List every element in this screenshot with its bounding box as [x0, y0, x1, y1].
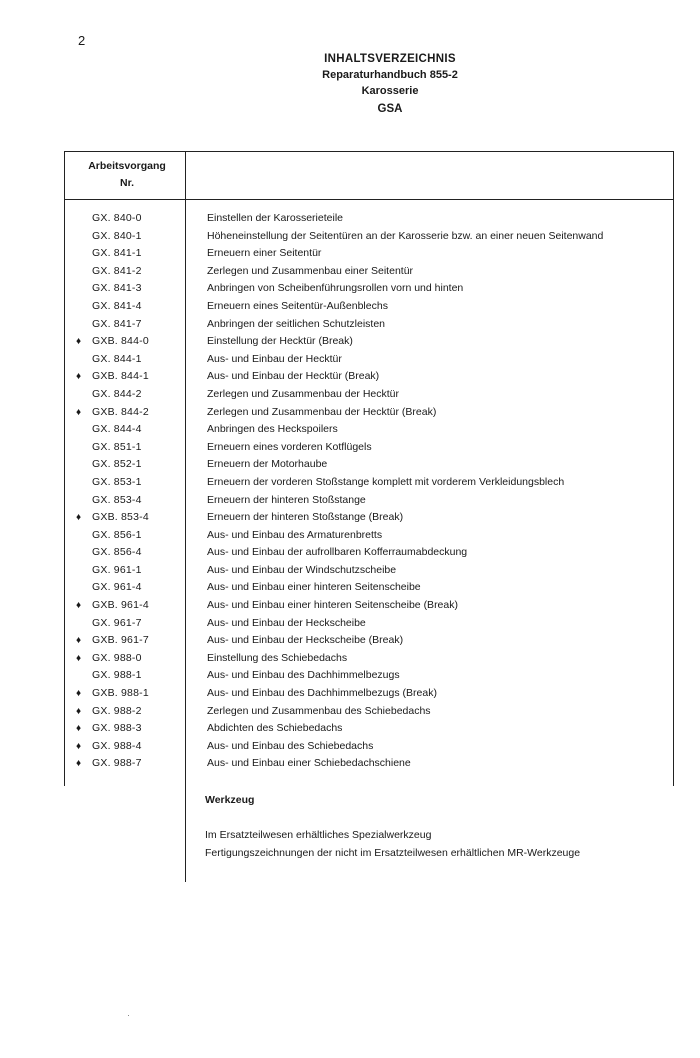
section-title: Karosserie [361, 85, 419, 97]
scan-speck [128, 1015, 129, 1016]
operation-number: GX. 844-1 [92, 352, 142, 365]
table-row [64, 263, 674, 281]
operation-number: GX. 988-7 [92, 757, 142, 770]
table-row [64, 667, 674, 685]
table-row [64, 685, 674, 703]
operation-number: GX. 856-1 [92, 528, 142, 541]
operation-number: GX. 853-4 [92, 493, 142, 506]
operation-number: GXB. 844-0 [92, 335, 149, 348]
operation-description: Zerlegen und Zusammenbau des Schiebedachs [207, 704, 431, 717]
table-row [64, 316, 674, 334]
table-row [64, 386, 674, 404]
operation-description: Aus- und Einbau der Windschutzscheibe [207, 563, 397, 576]
table-rows [64, 210, 674, 773]
operation-description: Erneuern einer Seitentür [207, 247, 322, 260]
table-row [64, 333, 674, 351]
table-row [64, 597, 674, 615]
operation-number: GX. 988-0 [92, 651, 142, 664]
operation-description: Erneuern der Motorhaube [207, 458, 328, 471]
table-header-divider [64, 199, 674, 200]
document-subtitle: Reparaturhandbuch 855-2 [322, 69, 458, 81]
diamond-marker-icon: ♦ [76, 758, 82, 770]
operation-description: Erneuern der hinteren Stoßstange (Break) [207, 511, 404, 524]
operation-description: Zerlegen und Zusammenbau der Hecktür [207, 387, 400, 400]
tools-list [205, 827, 580, 862]
document-title: INHALTSVERZEICHNIS [324, 53, 456, 65]
operation-description: Einstellung der Hecktür (Break) [207, 335, 353, 348]
column-header-line2: Nr. [119, 177, 134, 189]
page-number: 2 [78, 33, 86, 48]
table-row [64, 492, 674, 510]
table-row [64, 509, 674, 527]
table-row [64, 456, 674, 474]
operation-description: Aus- und Einbau des Armaturenbretts [207, 528, 383, 541]
operation-description: Anbringen von Scheibenführungsrollen vorn und hinten [207, 282, 464, 295]
table-row [64, 720, 674, 738]
operation-description: Aus- und Einbau der aufrollbaren Kofferraumabdeckung [207, 546, 468, 559]
operation-description: Aus- und Einbau der Heckscheibe [207, 616, 366, 629]
diamond-marker-icon: ♦ [76, 635, 82, 647]
table-row [64, 579, 674, 597]
operation-description: Höheneinstellung der Seitentüren an der Karosserie bzw. an einer neuen Seitenwand [207, 229, 604, 242]
operation-description: Aus- und Einbau des Schiebedachs [207, 739, 374, 752]
table-column-divider-extension [185, 786, 186, 882]
diamond-marker-icon: ♦ [76, 723, 82, 735]
table-row [64, 421, 674, 439]
operation-number: GX. 988-4 [92, 739, 142, 752]
diamond-marker-icon: ♦ [76, 740, 82, 752]
table-row [64, 404, 674, 422]
operation-description: Anbringen der seitlichen Schutzleisten [207, 317, 386, 330]
operation-number: GX. 841-7 [92, 317, 142, 330]
table-row [64, 245, 674, 263]
operation-description: Einstellen der Karosserieteile [207, 212, 343, 224]
operation-number: GX. 841-2 [92, 264, 142, 277]
diamond-marker-icon: ♦ [76, 688, 82, 700]
table-row [64, 632, 674, 650]
table-row [64, 280, 674, 298]
operation-number: GX. 840-1 [92, 229, 142, 242]
operation-number: GXB. 961-4 [92, 599, 149, 612]
column-header-line1: Arbeitsvorgang [88, 160, 166, 172]
operation-description: Einstellung des Schiebedachs [207, 651, 348, 664]
operation-number: GXB. 988-1 [92, 687, 149, 700]
document-header [200, 51, 580, 117]
operation-description: Aus- und Einbau des Dachhimmelbezugs (Break) [207, 687, 437, 700]
tools-line: Im Ersatzteilwesen erhältliches Spezialwerkzeug [205, 829, 432, 841]
table-row [64, 351, 674, 369]
operation-description: Anbringen des Heckspoilers [207, 423, 338, 436]
diamond-marker-icon: ♦ [76, 652, 82, 664]
operation-description: Aus- und Einbau des Dachhimmelbezugs [207, 669, 400, 682]
diamond-marker-icon: ♦ [76, 705, 82, 717]
operation-number: GXB. 853-4 [92, 511, 149, 524]
table-row [64, 210, 674, 228]
operation-number: GX. 841-1 [92, 247, 142, 260]
table-row [64, 368, 674, 386]
operation-description: Aus- und Einbau einer hinteren Seitenscheibe [207, 581, 421, 594]
operation-number: GX. 852-1 [92, 458, 142, 471]
model-name: GSA [377, 103, 403, 115]
table-row [64, 650, 674, 668]
operation-number: GX. 856-4 [92, 546, 142, 559]
operation-description: Erneuern der hinteren Stoßstange [207, 493, 366, 506]
table-row [64, 544, 674, 562]
operation-description: Aus- und Einbau einer Schiebedachschiene [207, 757, 411, 770]
table-row [64, 439, 674, 457]
operation-description: Zerlegen und Zusammenbau einer Seitentür [207, 264, 414, 277]
table-row [64, 298, 674, 316]
table-row [64, 527, 674, 545]
diamond-marker-icon: ♦ [76, 600, 82, 612]
operation-description: Erneuern eines vorderen Kotflügels [207, 440, 372, 453]
operation-number: GXB. 961-7 [92, 634, 149, 647]
operation-number: GX. 988-3 [92, 722, 142, 735]
tools-line: Fertigungszeichnungen der nicht im Ersatzteilwesen erhältlichen MR-Werkzeuge [205, 846, 581, 859]
operation-description: Aus- und Einbau einer hinteren Seitenscheibe (Break) [207, 599, 458, 612]
table-row [64, 755, 674, 773]
operation-number: GX. 961-1 [92, 563, 142, 576]
operation-number: GX. 851-1 [92, 440, 142, 453]
diamond-marker-icon: ♦ [76, 406, 82, 418]
table-row [64, 738, 674, 756]
operation-number: GX. 840-0 [92, 212, 142, 224]
operation-description: Erneuern der vorderen Stoßstange komplett mit vorderem Verkleidungsblech [207, 475, 565, 488]
operation-number: GX. 961-4 [92, 581, 142, 594]
table-row [64, 703, 674, 721]
operation-number: GX. 853-1 [92, 475, 142, 488]
operation-description: Aus- und Einbau der Hecktür [207, 352, 342, 365]
operation-number: GX. 841-3 [92, 282, 142, 295]
column-header-operation-number [70, 158, 184, 192]
table-row [64, 474, 674, 492]
table-row [64, 562, 674, 580]
operation-number: GXB. 844-1 [92, 370, 149, 383]
diamond-marker-icon: ♦ [76, 336, 82, 348]
operation-number: GX. 988-2 [92, 704, 142, 717]
operation-number: GX. 988-1 [92, 669, 142, 682]
operation-number: GXB. 844-2 [92, 405, 149, 418]
operation-number: GX. 841-4 [92, 299, 142, 312]
operation-description: Abdichten des Schiebedachs [207, 722, 343, 735]
diamond-marker-icon: ♦ [76, 371, 82, 383]
table-row [64, 615, 674, 633]
operation-description: Erneuern eines Seitentür-Außenblechs [207, 299, 388, 312]
operation-number: GX. 961-7 [92, 616, 142, 629]
table-row [64, 228, 674, 246]
operation-description: Aus- und Einbau der Heckscheibe (Break) [207, 634, 404, 647]
operation-number: GX. 844-4 [92, 423, 142, 436]
operation-number: GX. 844-2 [92, 387, 142, 400]
diamond-marker-icon: ♦ [76, 512, 82, 524]
operation-description: Aus- und Einbau der Hecktür (Break) [207, 370, 380, 383]
operation-description: Zerlegen und Zusammenbau der Hecktür (Break) [207, 405, 437, 418]
tools-heading: Werkzeug [205, 794, 255, 806]
